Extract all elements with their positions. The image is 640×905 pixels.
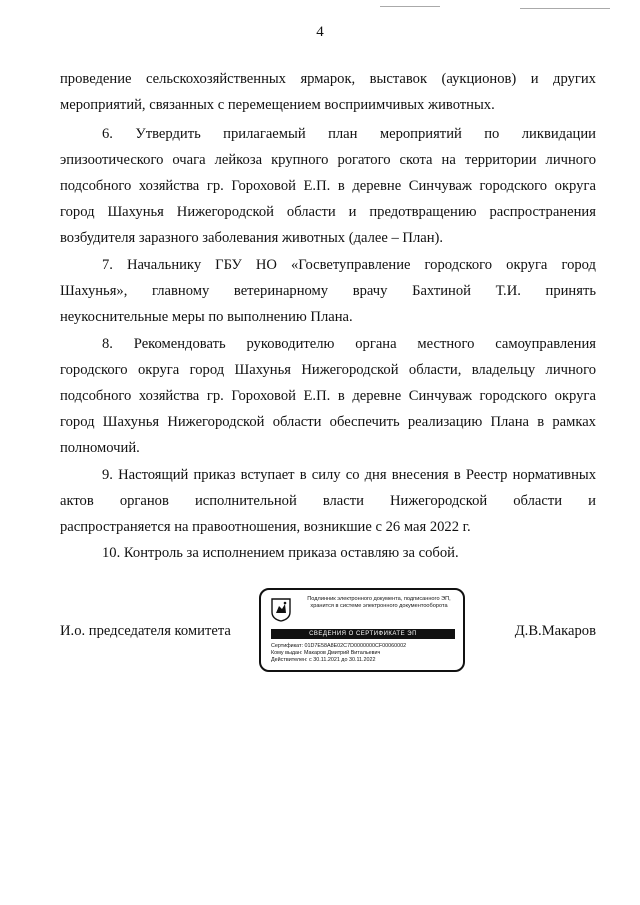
page-number: 4 xyxy=(316,24,324,40)
text-line: подсобного хозяйства гр. Гороховой Е.П. в деревне Синчуваж городского округа xyxy=(60,178,596,194)
text-line: подсобного хозяйства гр. Гороховой Е.П. в деревне Синчуваж городского округа xyxy=(60,388,596,404)
coat-of-arms-icon xyxy=(271,598,291,622)
text-line: распространяется на правоотношения, возникшие с 26 мая 2022 г. xyxy=(60,519,471,535)
text-line: 8. Рекомендовать руководителю органа местного самоуправления xyxy=(102,336,596,352)
paragraph-7 xyxy=(60,252,596,330)
text-line: неукоснительные меры по выполнению Плана. xyxy=(60,309,353,325)
stamp-details xyxy=(271,643,406,664)
scan-artifact xyxy=(520,8,610,9)
text-line: город Шахунья Нижегородской области обеспечить реализацию Плана в рамках xyxy=(60,414,596,430)
text-line: 10. Контроль за исполнением приказа оставляю за собой. xyxy=(102,545,459,561)
scan-artifact xyxy=(380,6,440,7)
text-line: мероприятий, связанных с перемещением восприимчивых животных. xyxy=(60,97,495,113)
text-line: 6. Утвердить прилагаемый план мероприятий по ликвидации xyxy=(102,126,596,142)
signatory-position: И.о. председателя комитета xyxy=(60,623,231,639)
electronic-signature-stamp xyxy=(259,588,465,672)
text-line: проведение сельскохозяйственных ярмарок, выставок (аукционов) и других xyxy=(60,71,596,87)
text-line: эпизоотического очага лейкоза крупного рогатого скота на территории личного xyxy=(60,152,596,168)
text-line: городского округа город Шахунья Нижегородской области, владельцу личного xyxy=(60,362,596,378)
stamp-title-bar: СВЕДЕНИЯ О СЕРТИФИКАТЕ ЭП xyxy=(271,629,455,639)
text-line: возбудителя заразного заболевания животных (далее – План). xyxy=(60,230,444,246)
paragraph-5-continuation xyxy=(60,66,596,118)
stamp-validity: Действителен: с 30.11.2021 до 30.11.2022 xyxy=(271,657,376,663)
signatory-name: Д.В.Макаров xyxy=(514,623,596,639)
paragraph-9 xyxy=(60,462,596,540)
paragraph-6 xyxy=(60,121,596,251)
text-line: 7. Начальнику ГБУ НО «Госветуправление городского округа город xyxy=(102,257,596,273)
paragraph-10 xyxy=(60,540,596,566)
paragraph-8 xyxy=(60,331,596,461)
text-line: Шахунья», главному ветеринарному врачу Бахтиной Т.И. принять xyxy=(60,283,596,299)
text-line: актов органов исполнительной власти Нижегородской области и xyxy=(60,493,596,509)
stamp-issued-to: Кому выдан: Макаров Дмитрий Витальевич xyxy=(271,650,381,656)
text-line: город Шахунья Нижегородской области и предотвращению распространения xyxy=(60,204,596,220)
text-line: полномочий. xyxy=(60,440,140,456)
stamp-certificate: Сертификат: 01D7E58A8E02C7D0000000CF00060002 xyxy=(271,643,407,649)
stamp-header: Подлинник электронного документа, подписанного ЭП, хранится в системе электронного документооборота xyxy=(307,596,451,609)
text-line: 9. Настоящий приказ вступает в силу со дня внесения в Реестр нормативных xyxy=(102,467,596,483)
